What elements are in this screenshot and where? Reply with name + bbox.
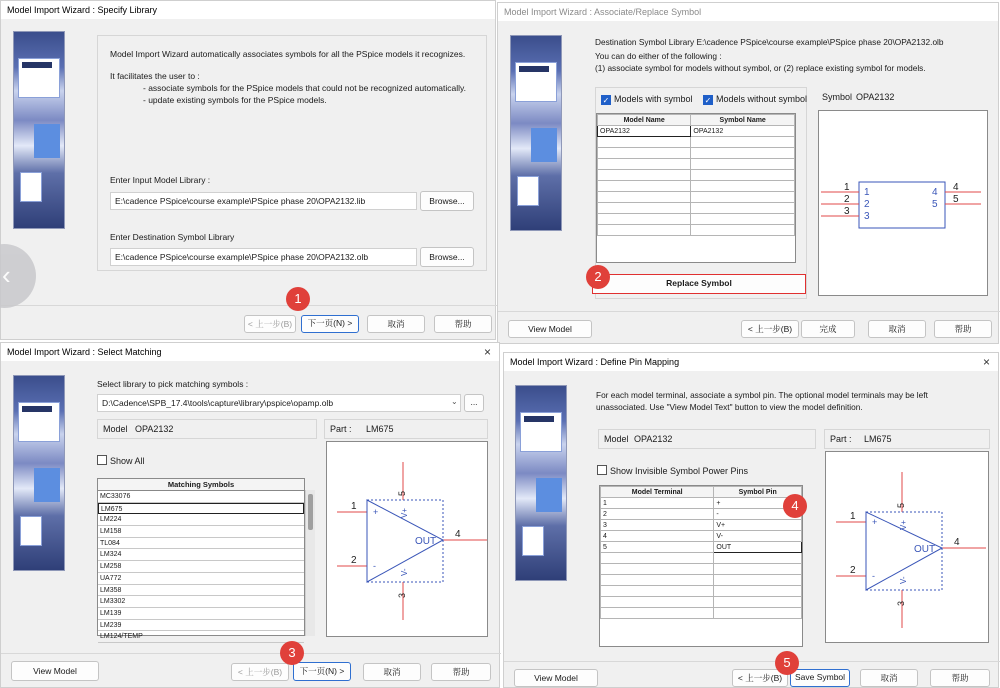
step-marker-3: 3: [280, 641, 304, 665]
list-item[interactable]: LM158: [98, 526, 304, 538]
separator: [1, 653, 501, 654]
associate-symbol-dialog: [497, 2, 999, 344]
step-marker-5: 5: [775, 651, 799, 675]
specify-library-dialog: [0, 0, 496, 340]
table-row[interactable]: 4 V-: [601, 531, 802, 542]
view-model-button[interactable]: View Model: [514, 669, 598, 687]
vplus-label: V+: [400, 507, 409, 518]
models-without-symbol-checkbox[interactable]: ✓ Models without symbol: [704, 94, 808, 105]
models-with-symbol-checkbox[interactable]: ✓ Models with symbol: [602, 94, 693, 105]
symbol-label: Symbol: [822, 92, 853, 102]
col-symbol-pin: Symbol Pin: [714, 487, 802, 498]
separator: [504, 661, 1000, 662]
plus-label: +: [373, 507, 379, 517]
vminus-label: V-: [400, 568, 409, 576]
list-item[interactable]: LM675: [98, 503, 304, 515]
table-row[interactable]: 2 -: [601, 509, 802, 520]
library-browse-button[interactable]: ...: [464, 394, 484, 412]
next-button[interactable]: 下一页(N) >: [293, 662, 351, 681]
dialog-title: Model Import Wizard : Associate/Replace Symbol: [498, 3, 998, 21]
pin-name-5: 5: [932, 199, 938, 210]
symbol-preview: [818, 110, 988, 296]
view-model-button[interactable]: View Model: [11, 661, 99, 681]
model-symbol-table[interactable]: [596, 113, 796, 263]
list-item[interactable]: LM124/TEMP: [98, 631, 304, 643]
options-text: (1) associate symbol for models without symbol, or (2) replace existing symbol for models.: [595, 63, 926, 73]
part-label: Part :: [830, 434, 852, 444]
dest-library-field[interactable]: E:\cadence PSpice\course example\PSpice phase 20\OPA2132.olb: [110, 248, 417, 266]
either-text: You can do either of the following :: [595, 51, 722, 61]
col-model-name: Model Name: [598, 115, 691, 126]
facilitates-text: It facilitates the user to :: [110, 71, 200, 81]
close-icon[interactable]: ×: [982, 355, 990, 369]
pin-name-3: 3: [864, 211, 870, 222]
pin-num-5: 5: [953, 194, 959, 205]
pin-num-5: 5: [896, 502, 906, 508]
matching-symbols-list[interactable]: [97, 478, 305, 641]
back-button[interactable]: < 上一步(B): [244, 315, 296, 333]
pin-num-3: 3: [397, 592, 407, 598]
model-header-frame: [97, 419, 317, 439]
dest-library-label: Enter Destination Symbol Library: [110, 232, 235, 242]
close-icon[interactable]: ×: [483, 345, 491, 359]
back-button[interactable]: < 上一步(B): [231, 663, 289, 681]
pin-num-1: 1: [351, 501, 357, 512]
help-button[interactable]: 帮助: [431, 663, 491, 681]
cancel-button[interactable]: 取消: [363, 663, 421, 681]
part-name: LM675: [864, 434, 892, 444]
dialog-title: Model Import Wizard : Specify Library: [1, 1, 495, 19]
minus-label: -: [872, 571, 875, 581]
list-item[interactable]: TL084: [98, 538, 304, 550]
list-scrollbar[interactable]: [305, 490, 315, 636]
wizard-side-image: [13, 31, 65, 229]
separator: [498, 311, 1000, 312]
list-item[interactable]: UA772: [98, 573, 304, 585]
help-button[interactable]: 帮助: [934, 320, 992, 338]
part-preview: [326, 441, 488, 637]
opamp-drawing: [826, 452, 990, 644]
intro-text: Model Import Wizard automatically associates symbols for all the PSpice models it recognizes.: [110, 49, 466, 59]
bullet-associate: - associate symbols for the PSpice models that could not be recognized automatically.: [143, 83, 467, 93]
plus-label: +: [872, 517, 878, 527]
list-item[interactable]: LM139: [98, 608, 304, 620]
symbol-drawing: [819, 111, 989, 297]
model-header-frame: [598, 429, 816, 449]
model-name: OPA2132: [634, 434, 673, 444]
model-label: Model: [604, 434, 629, 444]
help-button[interactable]: 帮助: [930, 669, 990, 687]
pin-num-2: 2: [844, 194, 850, 205]
instruction-line-2: unassociated. Use "View Model Text" button to view the model definition.: [596, 402, 863, 412]
symbol-name: OPA2132: [856, 92, 895, 102]
list-item[interactable]: LM239: [98, 620, 304, 632]
destination-library-text: Destination Symbol Library E:\cadence PSpice\course example\PSpice phase 20\OPA2132.olb: [595, 37, 944, 47]
browse-input-button[interactable]: Browse...: [420, 191, 474, 211]
list-item[interactable]: LM358: [98, 585, 304, 597]
view-model-button[interactable]: View Model: [508, 320, 592, 338]
out-label: OUT: [914, 544, 936, 555]
vminus-label: V-: [899, 576, 908, 584]
list-item[interactable]: MC33076: [98, 491, 304, 503]
back-button[interactable]: < 上一步(B): [741, 320, 799, 338]
model-label: Model: [103, 424, 128, 434]
browse-dest-button[interactable]: Browse...: [420, 247, 474, 267]
model-name: OPA2132: [135, 424, 174, 434]
out-label: OUT: [415, 536, 437, 547]
pin-num-4: 4: [954, 537, 960, 548]
bullet-update: - update existing symbols for the PSpice models.: [143, 95, 327, 105]
show-all-checkbox[interactable]: Show All: [97, 455, 145, 466]
show-invisible-pins-checkbox[interactable]: Show Invisible Symbol Power Pins: [597, 465, 748, 476]
pin-num-1: 1: [850, 511, 856, 522]
opamp-drawing: [327, 442, 489, 638]
part-label: Part :: [330, 424, 352, 434]
list-item[interactable]: LM224: [98, 514, 304, 526]
table-row[interactable]: 1 +: [601, 498, 802, 509]
cancel-button[interactable]: 取消: [860, 669, 918, 687]
dialog-title: Model Import Wizard : Define Pin Mapping: [504, 353, 998, 371]
pin-num-4: 4: [953, 182, 959, 193]
table-row[interactable]: 5 OUT: [601, 542, 802, 553]
library-path-field[interactable]: D:\Cadence\SPB_17.4\tools\capture\library\pspice\opamp.olb: [97, 394, 461, 412]
step-marker-4: 4: [783, 494, 807, 518]
list-header: Matching Symbols: [98, 479, 304, 491]
help-button[interactable]: 帮助: [434, 315, 492, 333]
wizard-side-image: [515, 385, 567, 581]
col-model-terminal: Model Terminal: [601, 487, 714, 498]
cancel-button[interactable]: 取消: [367, 315, 425, 333]
pin-mapping-dialog: [503, 352, 999, 688]
next-button[interactable]: 下一页(N) >: [301, 315, 359, 333]
save-symbol-button[interactable]: Save Symbol: [790, 669, 850, 687]
cancel-button[interactable]: 取消: [868, 320, 926, 338]
step-marker-2: 2: [586, 265, 610, 289]
pin-mapping-table[interactable]: [599, 485, 803, 647]
pin-name-2: 2: [864, 199, 870, 210]
select-matching-dialog: [0, 342, 500, 688]
pin-name-4: 4: [932, 187, 938, 198]
list-item[interactable]: LM258: [98, 561, 304, 573]
pin-num-2: 2: [850, 565, 856, 576]
select-library-label: Select library to pick matching symbols :: [97, 379, 249, 389]
minus-label: -: [373, 561, 376, 571]
pin-num-2: 2: [351, 555, 357, 566]
instruction-line-1: For each model terminal, associate a symbol pin. The optional model terminals may be left: [596, 390, 928, 400]
finish-button[interactable]: 完成: [801, 320, 855, 338]
input-library-label: Enter Input Model Library :: [110, 175, 211, 185]
list-item[interactable]: LM324: [98, 549, 304, 561]
part-name: LM675: [366, 424, 394, 434]
table-row[interactable]: 3 V+: [601, 520, 802, 531]
back-button[interactable]: < 上一步(B): [732, 669, 788, 687]
chevron-down-icon[interactable]: ⌄: [451, 397, 458, 406]
checkmark-icon: ✓: [704, 96, 712, 105]
chevron-left-icon[interactable]: ‹: [0, 244, 36, 308]
pin-num-4: 4: [455, 529, 461, 540]
wizard-side-image: [510, 35, 562, 231]
pin-num-3: 3: [844, 206, 850, 217]
pin-num-1: 1: [844, 182, 850, 193]
col-symbol-name: Symbol Name: [691, 115, 795, 126]
table-row[interactable]: OPA2132 OPA2132: [598, 126, 795, 137]
pin-name-1: 1: [864, 187, 870, 198]
wizard-side-image: [13, 375, 65, 571]
pin-num-5: 5: [397, 490, 407, 496]
replace-symbol-button[interactable]: Replace Symbol: [592, 274, 806, 294]
list-item[interactable]: LM3302: [98, 596, 304, 608]
dialog-title: Model Import Wizard : Select Matching: [1, 343, 499, 361]
checkmark-icon: ✓: [602, 96, 610, 105]
part-preview: [825, 451, 989, 643]
step-marker-1: 1: [286, 287, 310, 311]
input-library-field[interactable]: E:\cadence PSpice\course example\PSpice phase 20\OPA2132.lib: [110, 192, 417, 210]
vplus-label: V+: [899, 519, 908, 530]
pin-num-3: 3: [896, 600, 906, 606]
separator: [1, 305, 497, 306]
